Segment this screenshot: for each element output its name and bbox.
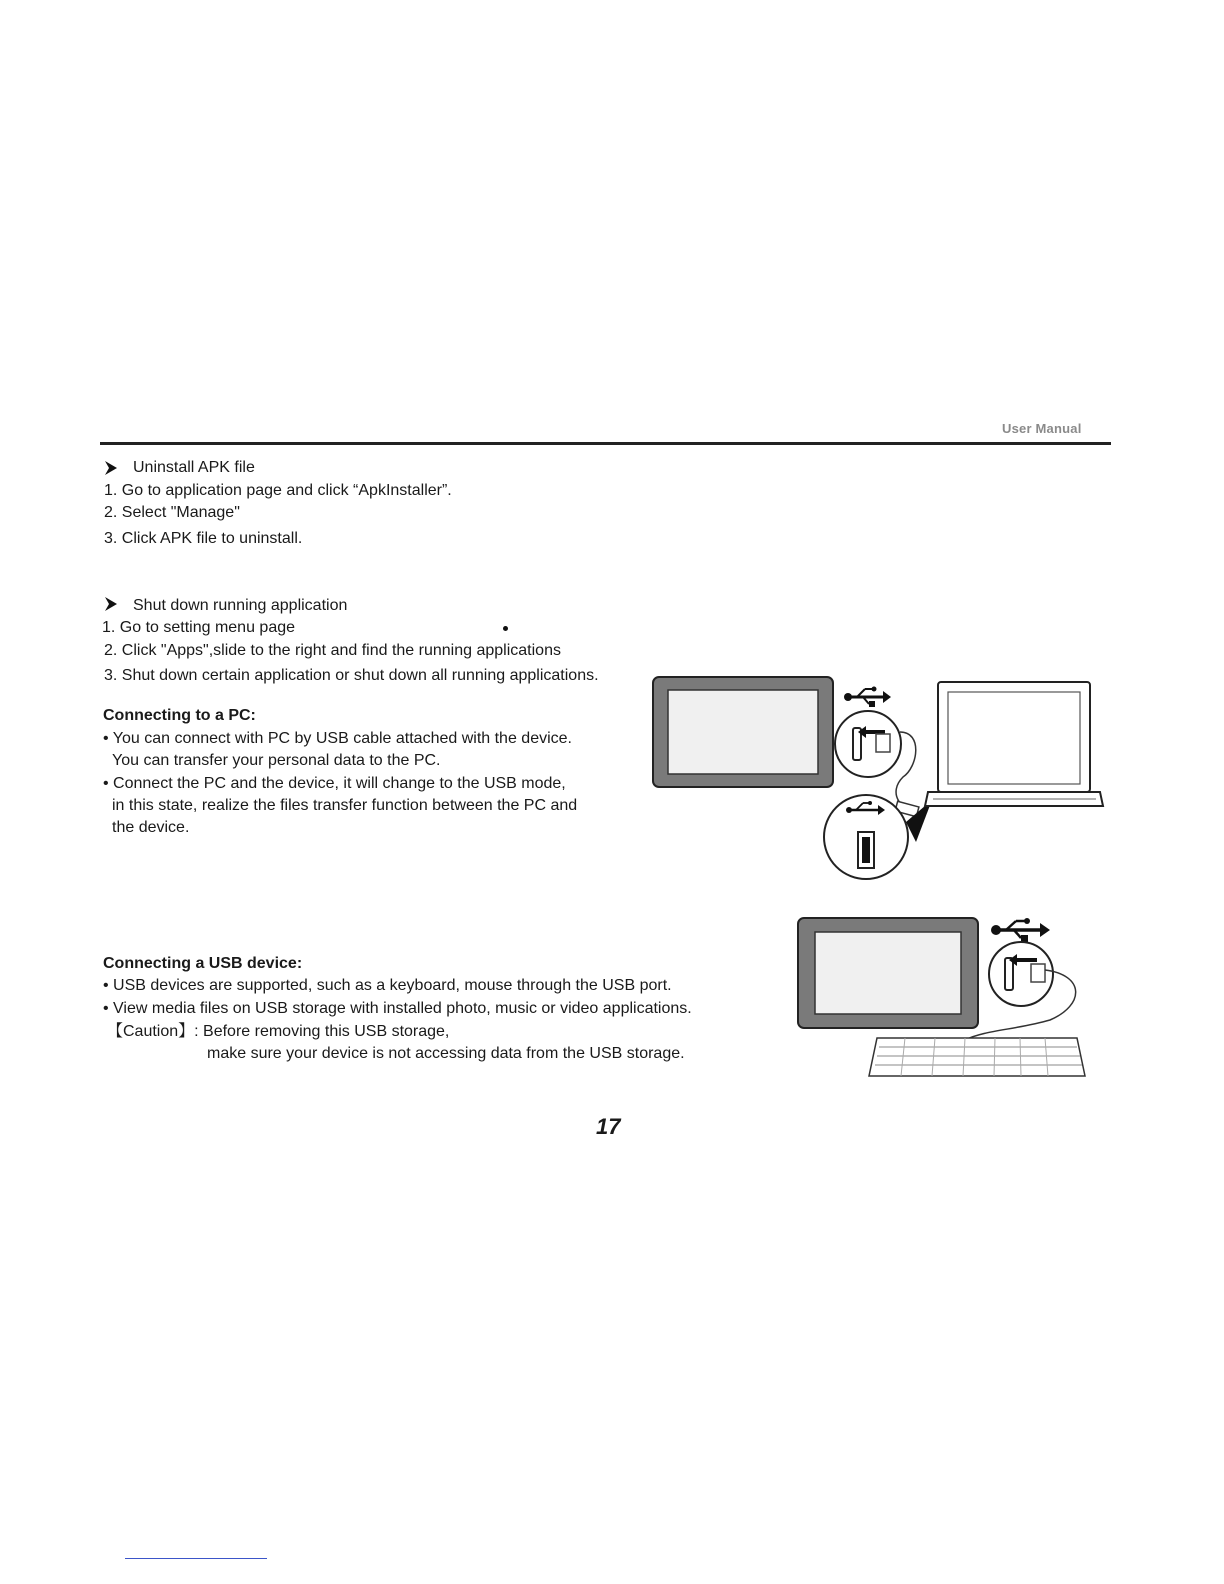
laptop-illustration	[925, 682, 1103, 806]
usb-device-illustration	[795, 910, 1095, 1082]
uninstall-title: Uninstall APK file	[133, 459, 255, 476]
usb-line-1: • USB devices are supported, such as a keyboard, mouse through the USB port.	[103, 977, 672, 994]
shutdown-title: Shut down running application	[133, 597, 348, 614]
usb-line-2: • View media files on USB storage with installed photo, music or video applications.	[103, 1000, 692, 1017]
tablet-illustration	[798, 918, 978, 1028]
usb-symbol-icon	[844, 687, 891, 708]
uninstall-step-2: 2. Select "Manage"	[104, 504, 240, 521]
header-rule	[100, 442, 1111, 445]
pc-line-4: in this state, realize the files transfer function between the PC and	[112, 797, 578, 814]
usb-caution: 【Caution】: Before removing this USB storage,	[107, 1023, 450, 1040]
stray-dot	[503, 626, 508, 631]
pc-connection-illustration	[648, 672, 1108, 884]
pc-line-3: • Connect the PC and the device, it will change to the USB mode,	[103, 775, 566, 792]
pc-line-2: You can transfer your personal data to the PC.	[112, 752, 441, 769]
pc-line-5: the device.	[112, 819, 190, 836]
header-label: User Manual	[1002, 421, 1082, 436]
usb-heading: Connecting a USB device:	[103, 955, 303, 972]
arrow-bullet-icon	[105, 461, 117, 475]
uninstall-step-3: 3. Click APK file to uninstall.	[104, 530, 303, 547]
shutdown-step-3: 3. Shut down certain application or shut down all running applications.	[104, 667, 599, 684]
arrow-bullet-icon	[105, 597, 117, 611]
pc-line-1: • You can connect with PC by USB cable attached with the device.	[103, 730, 572, 747]
keyboard-illustration	[869, 1038, 1085, 1076]
shutdown-step-2: 2. Click "Apps",slide to the right and find the running applications	[104, 642, 561, 659]
shutdown-step-1: 1. Go to setting menu page	[102, 619, 296, 636]
footer-link-rule	[125, 1558, 267, 1559]
usb-caution-line-2: make sure your device is not accessing data from the USB storage.	[207, 1045, 685, 1062]
usb-symbol-icon	[991, 918, 1050, 942]
page-number: 17	[596, 1114, 621, 1139]
pc-heading: Connecting to a PC:	[103, 707, 256, 724]
uninstall-step-1: 1. Go to application page and click “ApkInstaller”.	[104, 482, 452, 499]
tablet-illustration	[653, 677, 833, 787]
